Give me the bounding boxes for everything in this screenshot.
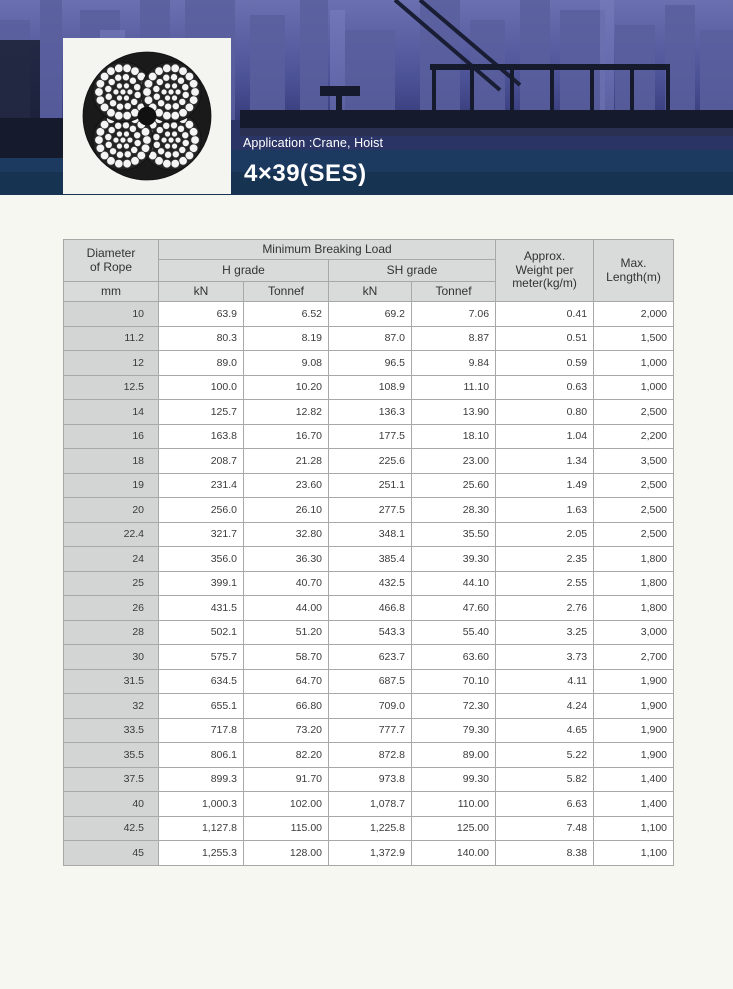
cell-sh-tonnef: 47.60 bbox=[412, 596, 496, 621]
cell-h-tonnef: 6.52 bbox=[244, 302, 329, 327]
cell-weight: 2.55 bbox=[496, 571, 594, 596]
cell-h-tonnef: 58.70 bbox=[244, 645, 329, 670]
cell-weight: 1.34 bbox=[496, 449, 594, 474]
cell-sh-kn: 1,225.8 bbox=[329, 816, 412, 841]
cell-weight: 4.11 bbox=[496, 669, 594, 694]
cell-sh-kn: 177.5 bbox=[329, 424, 412, 449]
table-row bbox=[64, 645, 674, 670]
table-row bbox=[64, 424, 674, 449]
cell-max-length: 1,900 bbox=[594, 694, 674, 719]
cell-diameter: 37.5 bbox=[64, 767, 159, 792]
header-approx-weight bbox=[496, 240, 594, 302]
cell-h-kn: 1,000.3 bbox=[159, 792, 244, 817]
cell-sh-kn: 973.8 bbox=[329, 767, 412, 792]
cell-h-tonnef: 36.30 bbox=[244, 547, 329, 572]
header-tonnef-h: Tonnef bbox=[244, 282, 329, 302]
cell-max-length: 3,000 bbox=[594, 620, 674, 645]
cell-h-kn: 231.4 bbox=[159, 473, 244, 498]
cell-h-tonnef: 66.80 bbox=[244, 694, 329, 719]
cell-h-kn: 634.5 bbox=[159, 669, 244, 694]
cell-weight: 4.24 bbox=[496, 694, 594, 719]
table-row bbox=[64, 816, 674, 841]
cell-sh-kn: 777.7 bbox=[329, 718, 412, 743]
cell-sh-tonnef: 125.00 bbox=[412, 816, 496, 841]
header-diameter-line1: Diameter bbox=[86, 245, 136, 260]
cell-sh-tonnef: 11.10 bbox=[412, 375, 496, 400]
cell-sh-tonnef: 44.10 bbox=[412, 571, 496, 596]
cell-h-kn: 431.5 bbox=[159, 596, 244, 621]
cell-sh-tonnef: 8.87 bbox=[412, 326, 496, 351]
header-kn-h: kN bbox=[159, 282, 244, 302]
cell-weight: 1.04 bbox=[496, 424, 594, 449]
cell-sh-kn: 709.0 bbox=[329, 694, 412, 719]
rope-spec-table bbox=[63, 239, 674, 866]
cell-max-length: 1,800 bbox=[594, 547, 674, 572]
cell-sh-tonnef: 13.90 bbox=[412, 400, 496, 425]
cell-sh-kn: 251.1 bbox=[329, 473, 412, 498]
cell-max-length: 2,200 bbox=[594, 424, 674, 449]
header-sh-grade: SH grade bbox=[329, 260, 496, 282]
cell-h-tonnef: 44.00 bbox=[244, 596, 329, 621]
cell-h-kn: 63.9 bbox=[159, 302, 244, 327]
header-length-line1: Max. bbox=[620, 255, 647, 270]
header-banner bbox=[0, 0, 733, 195]
cell-sh-tonnef: 55.40 bbox=[412, 620, 496, 645]
cell-max-length: 1,000 bbox=[594, 351, 674, 376]
table-row bbox=[64, 718, 674, 743]
cell-h-tonnef: 10.20 bbox=[244, 375, 329, 400]
cell-h-tonnef: 73.20 bbox=[244, 718, 329, 743]
cell-diameter: 12 bbox=[64, 351, 159, 376]
cell-h-kn: 208.7 bbox=[159, 449, 244, 474]
cell-h-kn: 356.0 bbox=[159, 547, 244, 572]
cell-h-kn: 399.1 bbox=[159, 571, 244, 596]
cell-sh-kn: 108.9 bbox=[329, 375, 412, 400]
table-row bbox=[64, 302, 674, 327]
cell-diameter: 11.2 bbox=[64, 326, 159, 351]
cell-weight: 1.63 bbox=[496, 498, 594, 523]
cell-max-length: 2,500 bbox=[594, 522, 674, 547]
cell-max-length: 2,500 bbox=[594, 498, 674, 523]
application-label: Application :Crane, Hoist bbox=[243, 136, 384, 150]
cell-diameter: 42.5 bbox=[64, 816, 159, 841]
cell-h-tonnef: 128.00 bbox=[244, 841, 329, 866]
cell-weight: 0.59 bbox=[496, 351, 594, 376]
cell-sh-kn: 225.6 bbox=[329, 449, 412, 474]
cell-sh-kn: 872.8 bbox=[329, 743, 412, 768]
cell-max-length: 2,500 bbox=[594, 400, 674, 425]
cell-diameter: 20 bbox=[64, 498, 159, 523]
table-row bbox=[64, 620, 674, 645]
cell-h-kn: 575.7 bbox=[159, 645, 244, 670]
header-kn-sh: kN bbox=[329, 282, 412, 302]
cell-max-length: 1,900 bbox=[594, 718, 674, 743]
cell-h-kn: 502.1 bbox=[159, 620, 244, 645]
header-diameter-unit: mm bbox=[64, 282, 159, 302]
cell-diameter: 32 bbox=[64, 694, 159, 719]
cell-max-length: 1,400 bbox=[594, 792, 674, 817]
cell-diameter: 22.4 bbox=[64, 522, 159, 547]
cell-h-tonnef: 21.28 bbox=[244, 449, 329, 474]
cell-sh-tonnef: 39.30 bbox=[412, 547, 496, 572]
header-diameter-line2: of Rope bbox=[89, 259, 133, 274]
cell-max-length: 1,800 bbox=[594, 571, 674, 596]
cell-diameter: 40 bbox=[64, 792, 159, 817]
cell-diameter: 24 bbox=[64, 547, 159, 572]
cell-diameter: 35.5 bbox=[64, 743, 159, 768]
cell-sh-tonnef: 99.30 bbox=[412, 767, 496, 792]
cell-max-length: 1,100 bbox=[594, 816, 674, 841]
cell-h-kn: 80.3 bbox=[159, 326, 244, 351]
table-row bbox=[64, 571, 674, 596]
cell-sh-kn: 1,372.9 bbox=[329, 841, 412, 866]
cell-diameter: 26 bbox=[64, 596, 159, 621]
cell-sh-tonnef: 140.00 bbox=[412, 841, 496, 866]
table-row bbox=[64, 522, 674, 547]
cell-h-kn: 717.8 bbox=[159, 718, 244, 743]
table-row bbox=[64, 473, 674, 498]
cell-sh-tonnef: 70.10 bbox=[412, 669, 496, 694]
cell-sh-kn: 466.8 bbox=[329, 596, 412, 621]
cell-weight: 3.73 bbox=[496, 645, 594, 670]
cell-sh-kn: 96.5 bbox=[329, 351, 412, 376]
header-diameter bbox=[64, 240, 159, 282]
cell-diameter: 10 bbox=[64, 302, 159, 327]
cell-diameter: 45 bbox=[64, 841, 159, 866]
cell-h-tonnef: 64.70 bbox=[244, 669, 329, 694]
cell-h-kn: 899.3 bbox=[159, 767, 244, 792]
cell-h-kn: 655.1 bbox=[159, 694, 244, 719]
cell-max-length: 1,000 bbox=[594, 375, 674, 400]
table-row bbox=[64, 596, 674, 621]
table-row bbox=[64, 841, 674, 866]
cell-diameter: 31.5 bbox=[64, 669, 159, 694]
cell-max-length: 1,500 bbox=[594, 326, 674, 351]
cell-h-tonnef: 8.19 bbox=[244, 326, 329, 351]
cell-weight: 3.25 bbox=[496, 620, 594, 645]
cell-h-kn: 89.0 bbox=[159, 351, 244, 376]
cell-h-tonnef: 51.20 bbox=[244, 620, 329, 645]
cell-weight: 6.63 bbox=[496, 792, 594, 817]
cell-sh-kn: 136.3 bbox=[329, 400, 412, 425]
cell-max-length: 2,000 bbox=[594, 302, 674, 327]
cell-weight: 4.65 bbox=[496, 718, 594, 743]
cell-weight: 5.22 bbox=[496, 743, 594, 768]
header-weight-line2: Weight per bbox=[515, 262, 574, 277]
table-row bbox=[64, 351, 674, 376]
table-row bbox=[64, 375, 674, 400]
cell-h-tonnef: 40.70 bbox=[244, 571, 329, 596]
cell-h-kn: 125.7 bbox=[159, 400, 244, 425]
cell-h-kn: 1,255.3 bbox=[159, 841, 244, 866]
cell-h-kn: 321.7 bbox=[159, 522, 244, 547]
rope-model-title: 4×39(SES) bbox=[244, 160, 367, 187]
cell-h-tonnef: 12.82 bbox=[244, 400, 329, 425]
cell-h-kn: 806.1 bbox=[159, 743, 244, 768]
cell-sh-tonnef: 72.30 bbox=[412, 694, 496, 719]
header-weight-line3: meter(kg/m) bbox=[512, 276, 577, 291]
cell-weight: 0.51 bbox=[496, 326, 594, 351]
header-weight-line1: Approx. bbox=[523, 248, 566, 263]
cell-sh-tonnef: 9.84 bbox=[412, 351, 496, 376]
table-row bbox=[64, 792, 674, 817]
cell-weight: 0.63 bbox=[496, 375, 594, 400]
header-min-breaking-load: Minimum Breaking Load bbox=[159, 240, 496, 260]
table-row bbox=[64, 694, 674, 719]
cell-sh-kn: 277.5 bbox=[329, 498, 412, 523]
header-tonnef-sh: Tonnef bbox=[412, 282, 496, 302]
cell-sh-kn: 348.1 bbox=[329, 522, 412, 547]
cell-sh-tonnef: 18.10 bbox=[412, 424, 496, 449]
cell-diameter: 33.5 bbox=[64, 718, 159, 743]
cell-diameter: 12.5 bbox=[64, 375, 159, 400]
cell-sh-tonnef: 23.00 bbox=[412, 449, 496, 474]
cell-weight: 2.76 bbox=[496, 596, 594, 621]
cell-diameter: 25 bbox=[64, 571, 159, 596]
cell-max-length: 1,400 bbox=[594, 767, 674, 792]
cell-h-kn: 1,127.8 bbox=[159, 816, 244, 841]
table-row bbox=[64, 669, 674, 694]
cell-sh-kn: 623.7 bbox=[329, 645, 412, 670]
cell-h-tonnef: 91.70 bbox=[244, 767, 329, 792]
table-row bbox=[64, 767, 674, 792]
cell-h-kn: 100.0 bbox=[159, 375, 244, 400]
cell-h-tonnef: 16.70 bbox=[244, 424, 329, 449]
cell-sh-kn: 87.0 bbox=[329, 326, 412, 351]
cell-sh-kn: 543.3 bbox=[329, 620, 412, 645]
table-row bbox=[64, 326, 674, 351]
table-row bbox=[64, 743, 674, 768]
cell-h-tonnef: 23.60 bbox=[244, 473, 329, 498]
cell-diameter: 18 bbox=[64, 449, 159, 474]
table-row bbox=[64, 498, 674, 523]
cell-weight: 2.05 bbox=[496, 522, 594, 547]
cell-sh-tonnef: 110.00 bbox=[412, 792, 496, 817]
cell-sh-tonnef: 63.60 bbox=[412, 645, 496, 670]
cell-max-length: 2,700 bbox=[594, 645, 674, 670]
cell-max-length: 1,100 bbox=[594, 841, 674, 866]
cell-sh-tonnef: 79.30 bbox=[412, 718, 496, 743]
cell-sh-tonnef: 28.30 bbox=[412, 498, 496, 523]
cell-weight: 2.35 bbox=[496, 547, 594, 572]
cell-sh-kn: 432.5 bbox=[329, 571, 412, 596]
cell-weight: 7.48 bbox=[496, 816, 594, 841]
cell-diameter: 28 bbox=[64, 620, 159, 645]
cell-max-length: 1,900 bbox=[594, 743, 674, 768]
cell-max-length: 1,800 bbox=[594, 596, 674, 621]
cell-diameter: 14 bbox=[64, 400, 159, 425]
cell-sh-tonnef: 25.60 bbox=[412, 473, 496, 498]
cell-weight: 5.82 bbox=[496, 767, 594, 792]
cell-max-length: 1,900 bbox=[594, 669, 674, 694]
table-row bbox=[64, 547, 674, 572]
rope-cross-section-icon bbox=[63, 38, 231, 194]
cell-sh-tonnef: 35.50 bbox=[412, 522, 496, 547]
cell-weight: 1.49 bbox=[496, 473, 594, 498]
cell-h-tonnef: 102.00 bbox=[244, 792, 329, 817]
table-row bbox=[64, 400, 674, 425]
cell-weight: 0.41 bbox=[496, 302, 594, 327]
table-row bbox=[64, 449, 674, 474]
cell-weight: 0.80 bbox=[496, 400, 594, 425]
header-length-line2: Length(m) bbox=[606, 269, 661, 284]
cell-sh-tonnef: 7.06 bbox=[412, 302, 496, 327]
cell-diameter: 16 bbox=[64, 424, 159, 449]
cell-sh-tonnef: 89.00 bbox=[412, 743, 496, 768]
cell-max-length: 2,500 bbox=[594, 473, 674, 498]
cell-sh-kn: 385.4 bbox=[329, 547, 412, 572]
cell-max-length: 3,500 bbox=[594, 449, 674, 474]
cell-h-tonnef: 9.08 bbox=[244, 351, 329, 376]
cell-h-kn: 163.8 bbox=[159, 424, 244, 449]
cell-h-tonnef: 32.80 bbox=[244, 522, 329, 547]
rope-cross-section-image bbox=[63, 38, 231, 194]
cell-sh-kn: 687.5 bbox=[329, 669, 412, 694]
header-max-length bbox=[594, 240, 674, 302]
cell-diameter: 30 bbox=[64, 645, 159, 670]
cell-h-tonnef: 82.20 bbox=[244, 743, 329, 768]
cell-weight: 8.38 bbox=[496, 841, 594, 866]
header-h-grade: H grade bbox=[159, 260, 329, 282]
cell-h-kn: 256.0 bbox=[159, 498, 244, 523]
cell-h-tonnef: 26.10 bbox=[244, 498, 329, 523]
cell-sh-kn: 69.2 bbox=[329, 302, 412, 327]
cell-h-tonnef: 115.00 bbox=[244, 816, 329, 841]
cell-sh-kn: 1,078.7 bbox=[329, 792, 412, 817]
cell-diameter: 19 bbox=[64, 473, 159, 498]
